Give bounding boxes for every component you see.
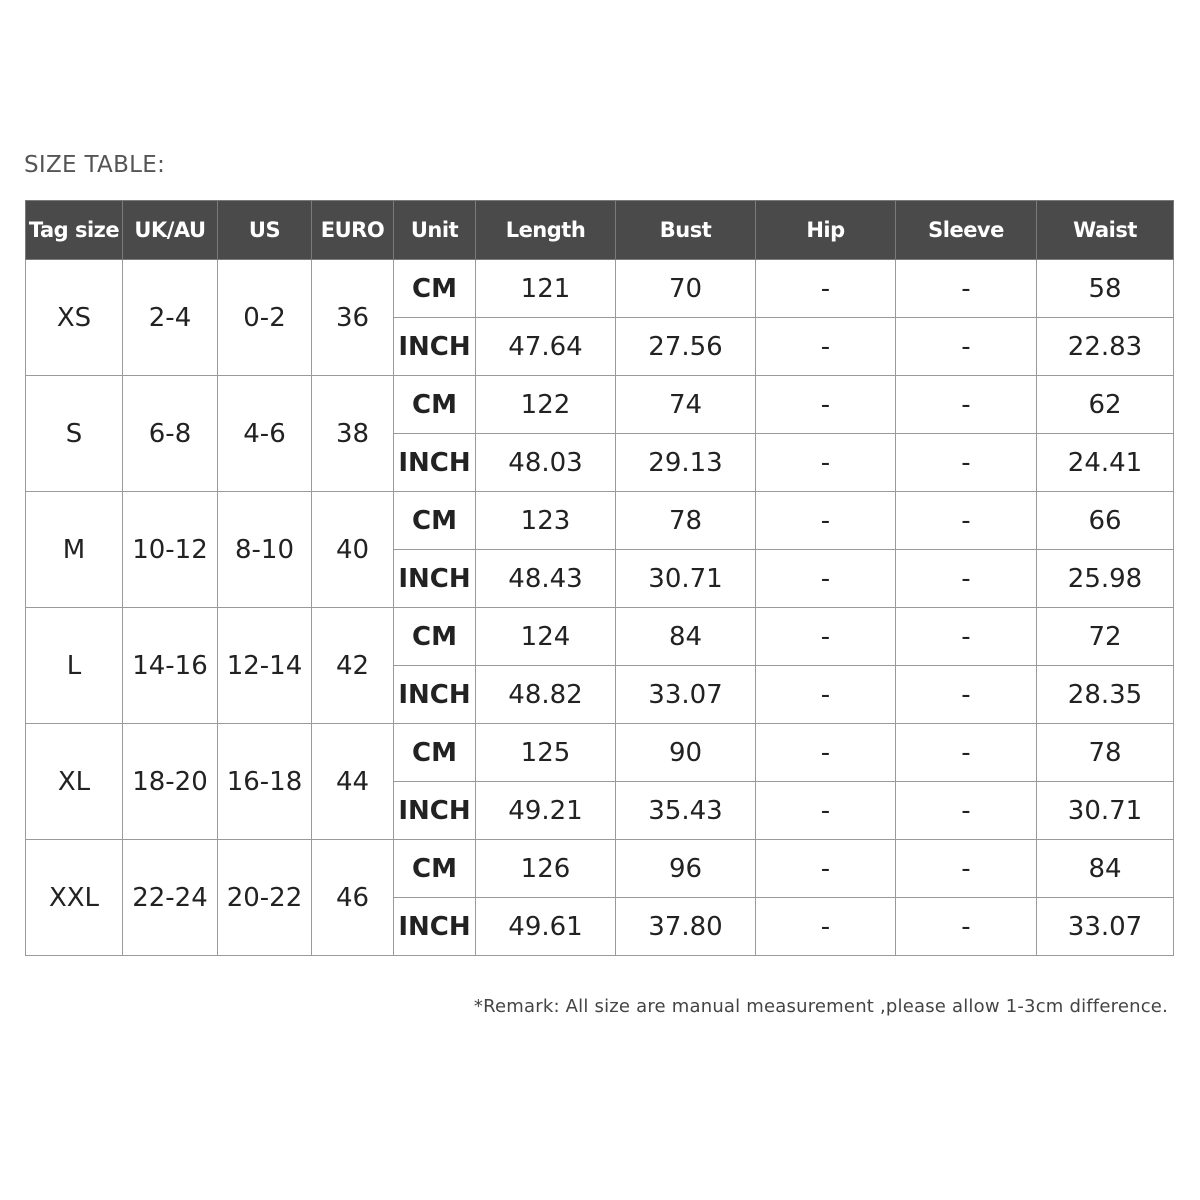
hip-cell: - <box>756 376 896 434</box>
length-cell: 122 <box>476 376 616 434</box>
waist-cell: 66 <box>1037 492 1174 550</box>
waist-cell: 28.35 <box>1037 666 1174 724</box>
waist-cell: 78 <box>1037 724 1174 782</box>
sleeve-cell: - <box>896 666 1037 724</box>
unit-cell: INCH <box>394 666 476 724</box>
unit-cell: INCH <box>394 434 476 492</box>
bust-cell: 37.80 <box>616 898 756 956</box>
sleeve-cell: - <box>896 782 1037 840</box>
header-row <box>26 201 1174 260</box>
waist-cell: 30.71 <box>1037 782 1174 840</box>
sleeve-cell: - <box>896 898 1037 956</box>
bust-cell: 74 <box>616 376 756 434</box>
remark-note: *Remark: All size are manual measurement ,please allow 1-3cm difference. <box>473 996 1168 1017</box>
table-row <box>26 260 1174 318</box>
waist-cell: 33.07 <box>1037 898 1174 956</box>
euro-cell: 44 <box>312 724 394 840</box>
bust-cell: 90 <box>616 724 756 782</box>
sleeve-cell: - <box>896 608 1037 666</box>
sleeve-cell: - <box>896 434 1037 492</box>
header-length: Length <box>476 201 616 260</box>
tag-size-cell: XS <box>26 260 123 376</box>
bust-cell: 30.71 <box>616 550 756 608</box>
size-table <box>25 200 1174 956</box>
bust-cell: 70 <box>616 260 756 318</box>
header-uk-au: UK/AU <box>123 201 218 260</box>
uk-au-cell: 22-24 <box>123 840 218 956</box>
table-row <box>26 724 1174 782</box>
uk-au-cell: 2-4 <box>123 260 218 376</box>
unit-cell: CM <box>394 724 476 782</box>
us-cell: 20-22 <box>218 840 312 956</box>
sleeve-cell: - <box>896 260 1037 318</box>
unit-cell: CM <box>394 260 476 318</box>
hip-cell: - <box>756 492 896 550</box>
hip-cell: - <box>756 608 896 666</box>
hip-cell: - <box>756 840 896 898</box>
size-table-title: SIZE TABLE: <box>24 152 166 178</box>
waist-cell: 22.83 <box>1037 318 1174 376</box>
tag-size-cell: L <box>26 608 123 724</box>
bust-cell: 27.56 <box>616 318 756 376</box>
tag-size-cell: XL <box>26 724 123 840</box>
us-cell: 16-18 <box>218 724 312 840</box>
waist-cell: 84 <box>1037 840 1174 898</box>
length-cell: 48.43 <box>476 550 616 608</box>
sleeve-cell: - <box>896 550 1037 608</box>
euro-cell: 46 <box>312 840 394 956</box>
size-table-body <box>26 260 1174 956</box>
sleeve-cell: - <box>896 724 1037 782</box>
length-cell: 126 <box>476 840 616 898</box>
hip-cell: - <box>756 434 896 492</box>
hip-cell: - <box>756 260 896 318</box>
header-hip: Hip <box>756 201 896 260</box>
bust-cell: 29.13 <box>616 434 756 492</box>
table-row <box>26 840 1174 898</box>
length-cell: 124 <box>476 608 616 666</box>
bust-cell: 33.07 <box>616 666 756 724</box>
header-unit: Unit <box>394 201 476 260</box>
hip-cell: - <box>756 898 896 956</box>
us-cell: 12-14 <box>218 608 312 724</box>
euro-cell: 36 <box>312 260 394 376</box>
tag-size-cell: M <box>26 492 123 608</box>
sleeve-cell: - <box>896 318 1037 376</box>
header-us: US <box>218 201 312 260</box>
unit-cell: INCH <box>394 782 476 840</box>
euro-cell: 38 <box>312 376 394 492</box>
header-sleeve: Sleeve <box>896 201 1037 260</box>
header-euro: EURO <box>312 201 394 260</box>
us-cell: 8-10 <box>218 492 312 608</box>
length-cell: 48.82 <box>476 666 616 724</box>
waist-cell: 25.98 <box>1037 550 1174 608</box>
bust-cell: 78 <box>616 492 756 550</box>
sleeve-cell: - <box>896 840 1037 898</box>
unit-cell: CM <box>394 840 476 898</box>
uk-au-cell: 18-20 <box>123 724 218 840</box>
length-cell: 47.64 <box>476 318 616 376</box>
waist-cell: 24.41 <box>1037 434 1174 492</box>
bust-cell: 84 <box>616 608 756 666</box>
length-cell: 121 <box>476 260 616 318</box>
us-cell: 0-2 <box>218 260 312 376</box>
table-row <box>26 492 1174 550</box>
hip-cell: - <box>756 318 896 376</box>
header-waist: Waist <box>1037 201 1174 260</box>
table-row <box>26 376 1174 434</box>
us-cell: 4-6 <box>218 376 312 492</box>
tag-size-cell: XXL <box>26 840 123 956</box>
bust-cell: 35.43 <box>616 782 756 840</box>
unit-cell: INCH <box>394 550 476 608</box>
header-tag-size: Tag size <box>26 201 123 260</box>
euro-cell: 40 <box>312 492 394 608</box>
header-bust: Bust <box>616 201 756 260</box>
length-cell: 48.03 <box>476 434 616 492</box>
hip-cell: - <box>756 724 896 782</box>
waist-cell: 62 <box>1037 376 1174 434</box>
waist-cell: 58 <box>1037 260 1174 318</box>
euro-cell: 42 <box>312 608 394 724</box>
length-cell: 49.21 <box>476 782 616 840</box>
table-row <box>26 608 1174 666</box>
unit-cell: CM <box>394 376 476 434</box>
sleeve-cell: - <box>896 492 1037 550</box>
unit-cell: INCH <box>394 898 476 956</box>
length-cell: 125 <box>476 724 616 782</box>
hip-cell: - <box>756 550 896 608</box>
bust-cell: 96 <box>616 840 756 898</box>
unit-cell: INCH <box>394 318 476 376</box>
tag-size-cell: S <box>26 376 123 492</box>
length-cell: 123 <box>476 492 616 550</box>
sleeve-cell: - <box>896 376 1037 434</box>
unit-cell: CM <box>394 492 476 550</box>
uk-au-cell: 10-12 <box>123 492 218 608</box>
uk-au-cell: 6-8 <box>123 376 218 492</box>
uk-au-cell: 14-16 <box>123 608 218 724</box>
hip-cell: - <box>756 666 896 724</box>
unit-cell: CM <box>394 608 476 666</box>
hip-cell: - <box>756 782 896 840</box>
waist-cell: 72 <box>1037 608 1174 666</box>
length-cell: 49.61 <box>476 898 616 956</box>
